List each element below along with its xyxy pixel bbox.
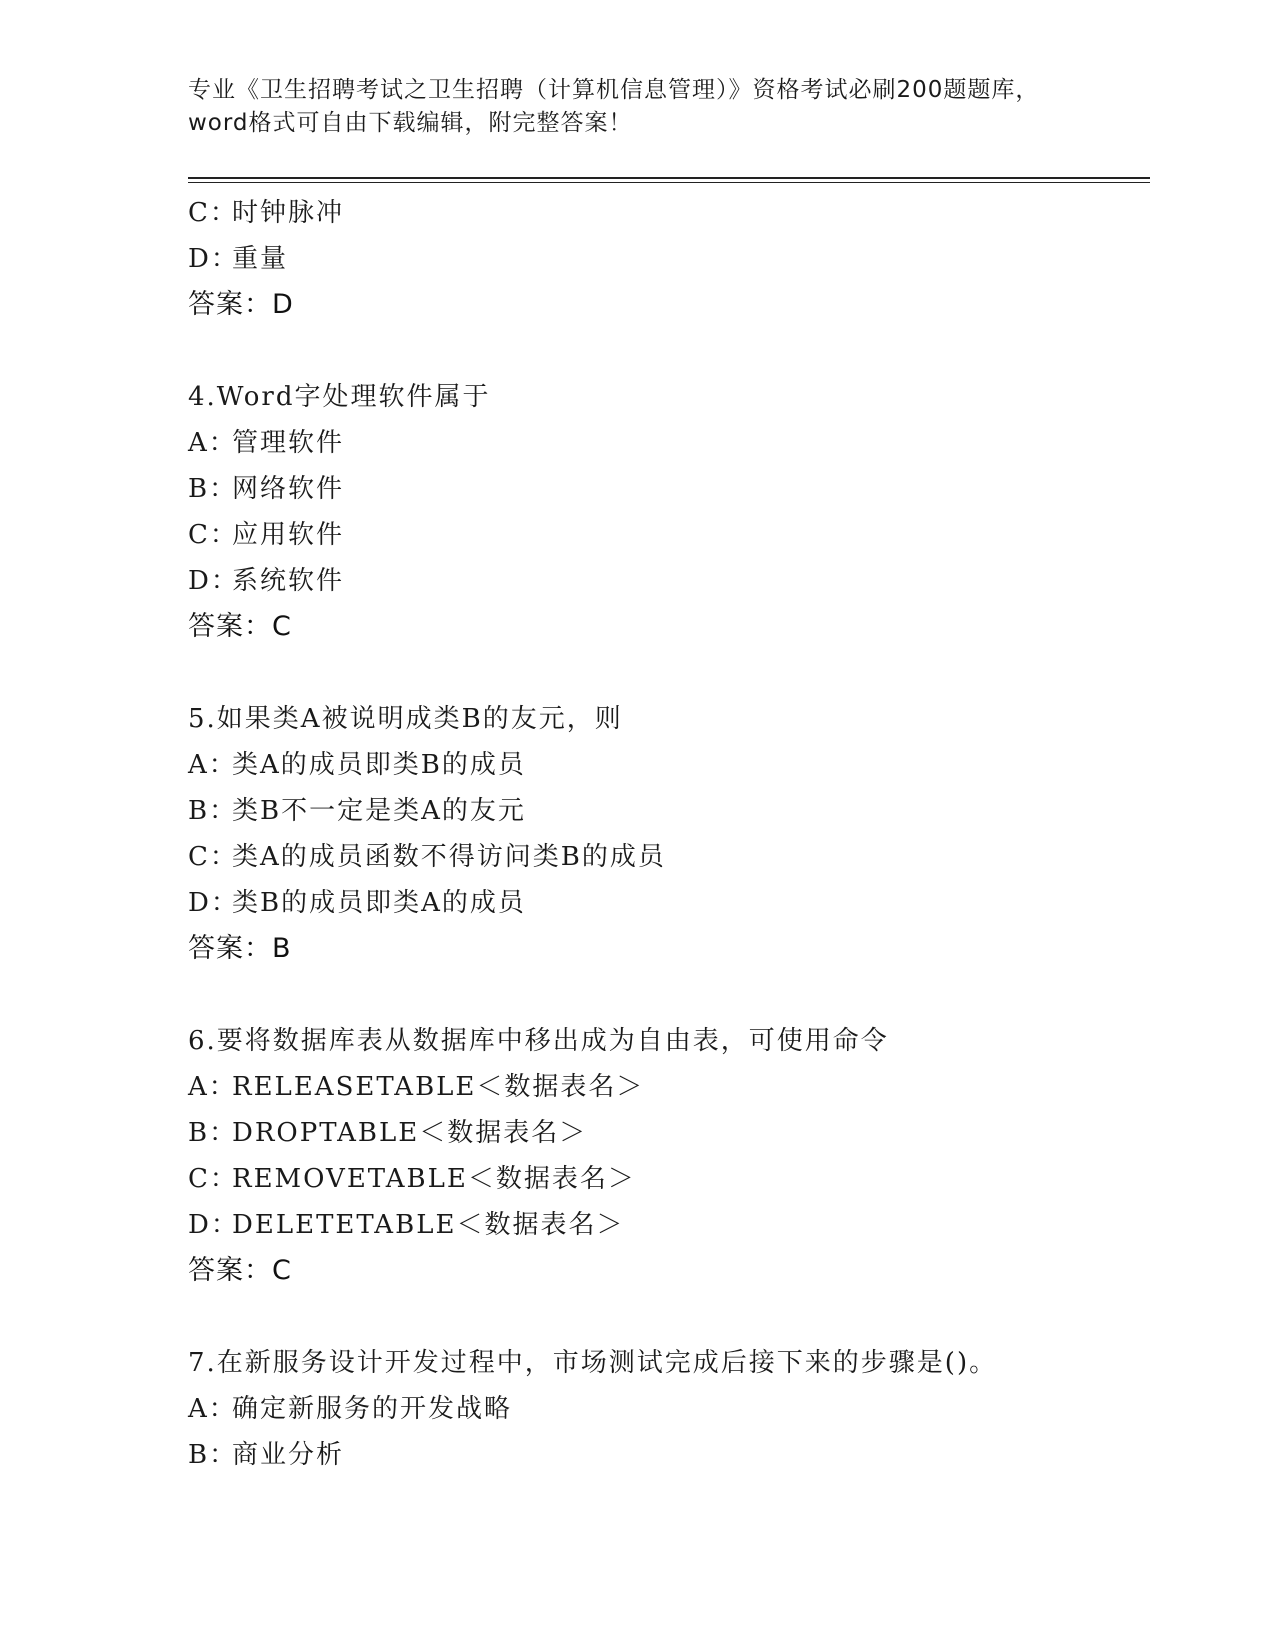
- option-b: B：商业分析: [188, 1440, 345, 1470]
- question-5: [188, 696, 1148, 972]
- question-list: [188, 190, 1148, 1478]
- answer-line: 答案：D: [188, 289, 294, 320]
- option-b: B：DROPTABLE＜数据表名＞: [188, 1118, 588, 1148]
- header-divider-thick: [188, 177, 1150, 179]
- option-a: A：管理软件: [188, 428, 345, 458]
- answer-line: 答案：C: [188, 1255, 292, 1286]
- question-7: [188, 1340, 1148, 1478]
- question-partial: [188, 190, 1148, 328]
- option-c: C：时钟脉冲: [188, 198, 345, 228]
- option-a: A：确定新服务的开发战略: [188, 1394, 513, 1424]
- question-stem: 6.要将数据库表从数据库中移出成为自由表，可使用命令: [188, 1026, 889, 1056]
- page-header: [188, 74, 1088, 140]
- question-4: [188, 374, 1148, 650]
- question-stem: 5.如果类A被说明成类B的友元，则: [188, 704, 623, 734]
- answer-line: 答案：B: [188, 933, 292, 964]
- option-b: B：类B不一定是类A的友元: [188, 796, 526, 826]
- header-divider-thin: [188, 182, 1150, 183]
- option-d: D：重量: [188, 244, 289, 274]
- option-c: C：类A的成员函数不得访问类B的成员: [188, 842, 666, 872]
- question-stem: 7.在新服务设计开发过程中，市场测试完成后接下来的步骤是()。: [188, 1348, 998, 1378]
- option-c: C：应用软件: [188, 520, 345, 550]
- header-title-line2: word格式可自由下载编辑，附完整答案！: [188, 110, 633, 136]
- option-d: D：系统软件: [188, 566, 345, 596]
- option-a: A：类A的成员即类B的成员: [188, 750, 526, 780]
- header-title-line1: 专业《卫生招聘考试之卫生招聘（计算机信息管理）》资格考试必刷200题题库，: [188, 77, 1040, 103]
- question-6: [188, 1018, 1148, 1294]
- option-d: D：类B的成员即类A的成员: [188, 888, 526, 918]
- option-a: A：RELEASETABLE＜数据表名＞: [188, 1072, 645, 1102]
- question-stem: 4.Word字处理软件属于: [188, 382, 491, 412]
- answer-line: 答案：C: [188, 611, 292, 642]
- option-b: B：网络软件: [188, 474, 345, 504]
- option-d: D：DELETETABLE＜数据表名＞: [188, 1210, 625, 1240]
- option-c: C：REMOVETABLE＜数据表名＞: [188, 1164, 636, 1194]
